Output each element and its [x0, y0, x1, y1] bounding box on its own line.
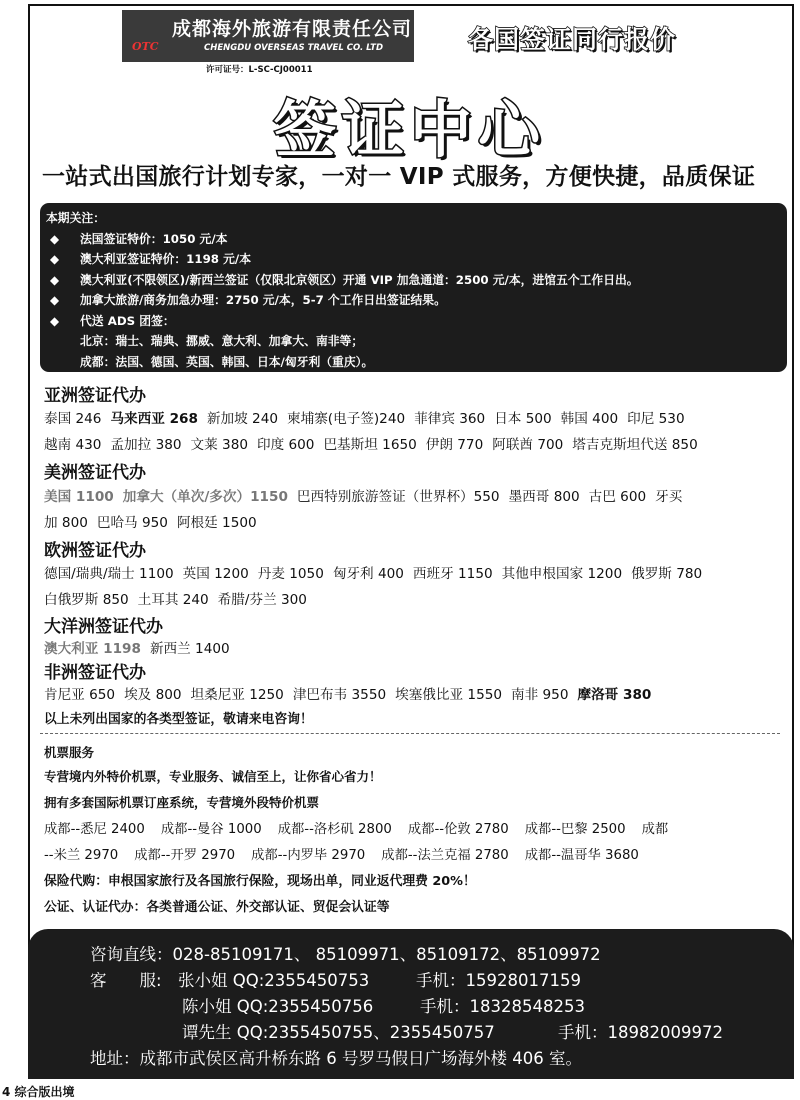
logo-mark: OTC	[132, 40, 159, 53]
diamond-bullet-icon: ◆	[50, 293, 60, 307]
agent-1-qq: 张小姐 QQ:2355450753	[178, 971, 370, 990]
focus-item: ◆ 法国签证特价：1050 元/本	[46, 229, 787, 250]
agent-1-mobile: 手机：15928017159	[416, 971, 581, 990]
oceania-line-1: 澳大利亚 1198 新西兰 1400	[44, 641, 230, 657]
section-divider	[40, 733, 780, 734]
diamond-bullet-icon: ◆	[50, 252, 60, 266]
africa-title: 非洲签证代办	[44, 663, 146, 683]
agent-2-mobile: 手机：18328548253	[420, 997, 585, 1016]
service-label: 客 服:	[90, 971, 162, 990]
company-name-en: CHENGDU OVERSEAS TRAVEL CO. LTD	[204, 43, 384, 53]
ticket-title: 机票服务	[44, 745, 95, 760]
quote-title: 各国签证同行报价	[468, 25, 677, 54]
insurance-line: 保险代购：申根国家旅行及各国旅行保险，现场出单，同业返代理费 20%！	[44, 874, 476, 889]
agent-3-qq: 谭先生 QQ:2355450755、2355450757	[182, 1023, 495, 1042]
slogan: 一站式出国旅行计划专家，一对一 VIP 式服务，方便快捷，品质保证	[42, 164, 756, 190]
contact-box	[28, 929, 794, 1079]
europe-title: 欧洲签证代办	[44, 541, 146, 561]
unlisted-note: 以上未列出国家的各类型签证，敬请来电咨询！	[44, 712, 313, 727]
diamond-bullet-icon: ◆	[50, 313, 60, 328]
agent-3-mobile: 手机：18982009972	[558, 1023, 723, 1042]
address: 地址：成都市武侯区高升桥东路 6 号罗马假日广场海外楼 406 室。	[90, 1049, 582, 1068]
america-title: 美洲签证代办	[44, 463, 146, 483]
company-name-zh: 成都海外旅游有限责任公司	[172, 18, 413, 40]
routes-line-2: --米兰 2970 成都--开罗 2970 成都--内罗毕 2970 成都--法兰克福 2780 成都--温哥华 3680	[44, 848, 639, 863]
diamond-bullet-icon: ◆	[50, 231, 60, 246]
america-line-1: 美国 1100 加拿大（单次/多次）1150 巴西特别旅游签证（世界杯）550 墨西哥 800 古巴 600 牙买	[44, 489, 683, 505]
africa-line-1: 肯尼亚 650 埃及 800 坦桑尼亚 1250 津巴布韦 3550 埃塞俄比亚 1550 南非 950 摩洛哥 380	[44, 687, 652, 703]
focus-box	[40, 203, 787, 372]
main-title: 签证中心	[274, 93, 547, 166]
diamond-bullet-icon: ◆	[50, 272, 60, 287]
focus-heading: 本期关注：	[46, 211, 105, 225]
europe-line-2: 白俄罗斯 850 土耳其 240 希腊/芬兰 300	[44, 592, 307, 608]
asia-line-1: 泰国 246 马来西亚 268 新加坡 240 柬埔寨(电子签)240 菲律宾 360 日本 500 韩国 400 印尼 530	[44, 411, 685, 427]
routes-line-1: 成都--悉尼 2400 成都--曼谷 1000 成都--洛杉矶 2800 成都--伦敦 2780 成都--巴黎 2500 成都	[44, 822, 669, 837]
focus-item: ◆ 澳大利亚签证特价：1198 元/本	[46, 249, 787, 270]
america-line-2: 加 800 巴哈马 950 阿根廷 1500	[44, 515, 257, 531]
europe-line-1: 德国/瑞典/瑞士 1100 英国 1200 丹麦 1050 匈牙利 400 西班牙 1150 其他申根国家 1200 俄罗斯 780	[44, 566, 703, 582]
oceania-title: 大洋洲签证代办	[44, 617, 163, 637]
company-logo	[122, 10, 414, 62]
notary-line: 公证、认证代办：各类普通公证、外交部认证、贸促会认证等	[44, 900, 390, 915]
agent-2-qq: 陈小姐 QQ:2355450756	[182, 997, 374, 1016]
focus-item: ◆ 加拿大旅游/商务加急办理：2750 元/本，5-7 个工作日出签证结果。	[46, 290, 787, 311]
ads-chengdu: 成都：法国、德国、英国、韩国、日本/匈牙利（重庆）。	[80, 354, 374, 369]
ticket-line-2: 拥有多套国际机票订座系统，专营境外段特价机票	[44, 795, 320, 810]
page-footer: 4 综合版出境	[2, 1085, 75, 1099]
focus-item: ◆ 澳大利亚(不限领区)/新西兰签证（仅限北京领区）开通 VIP 加急通道：2500 元/本，进馆五个工作日出。	[46, 270, 787, 291]
focus-item: ◆ 代送 ADS 团签：	[46, 311, 787, 332]
ticket-line-1: 专营境内外特价机票，专业服务、诚信至上，让你省心省力！	[44, 769, 382, 784]
hotline: 咨询直线：028-85109171、 85109971、85109172、85109972	[90, 945, 601, 964]
asia-line-2: 越南 430 孟加拉 380 文莱 380 印度 600 巴基斯坦 1650 伊朗 770 阿联酋 700 塔吉克斯坦代送 850	[44, 437, 698, 453]
ads-beijing: 北京：瑞士、瑞典、挪威、意大利、加拿大、南非等；	[80, 334, 364, 348]
license-number: 许可证号：L-SC-CJ00011	[206, 65, 313, 75]
asia-title: 亚洲签证代办	[44, 386, 146, 406]
